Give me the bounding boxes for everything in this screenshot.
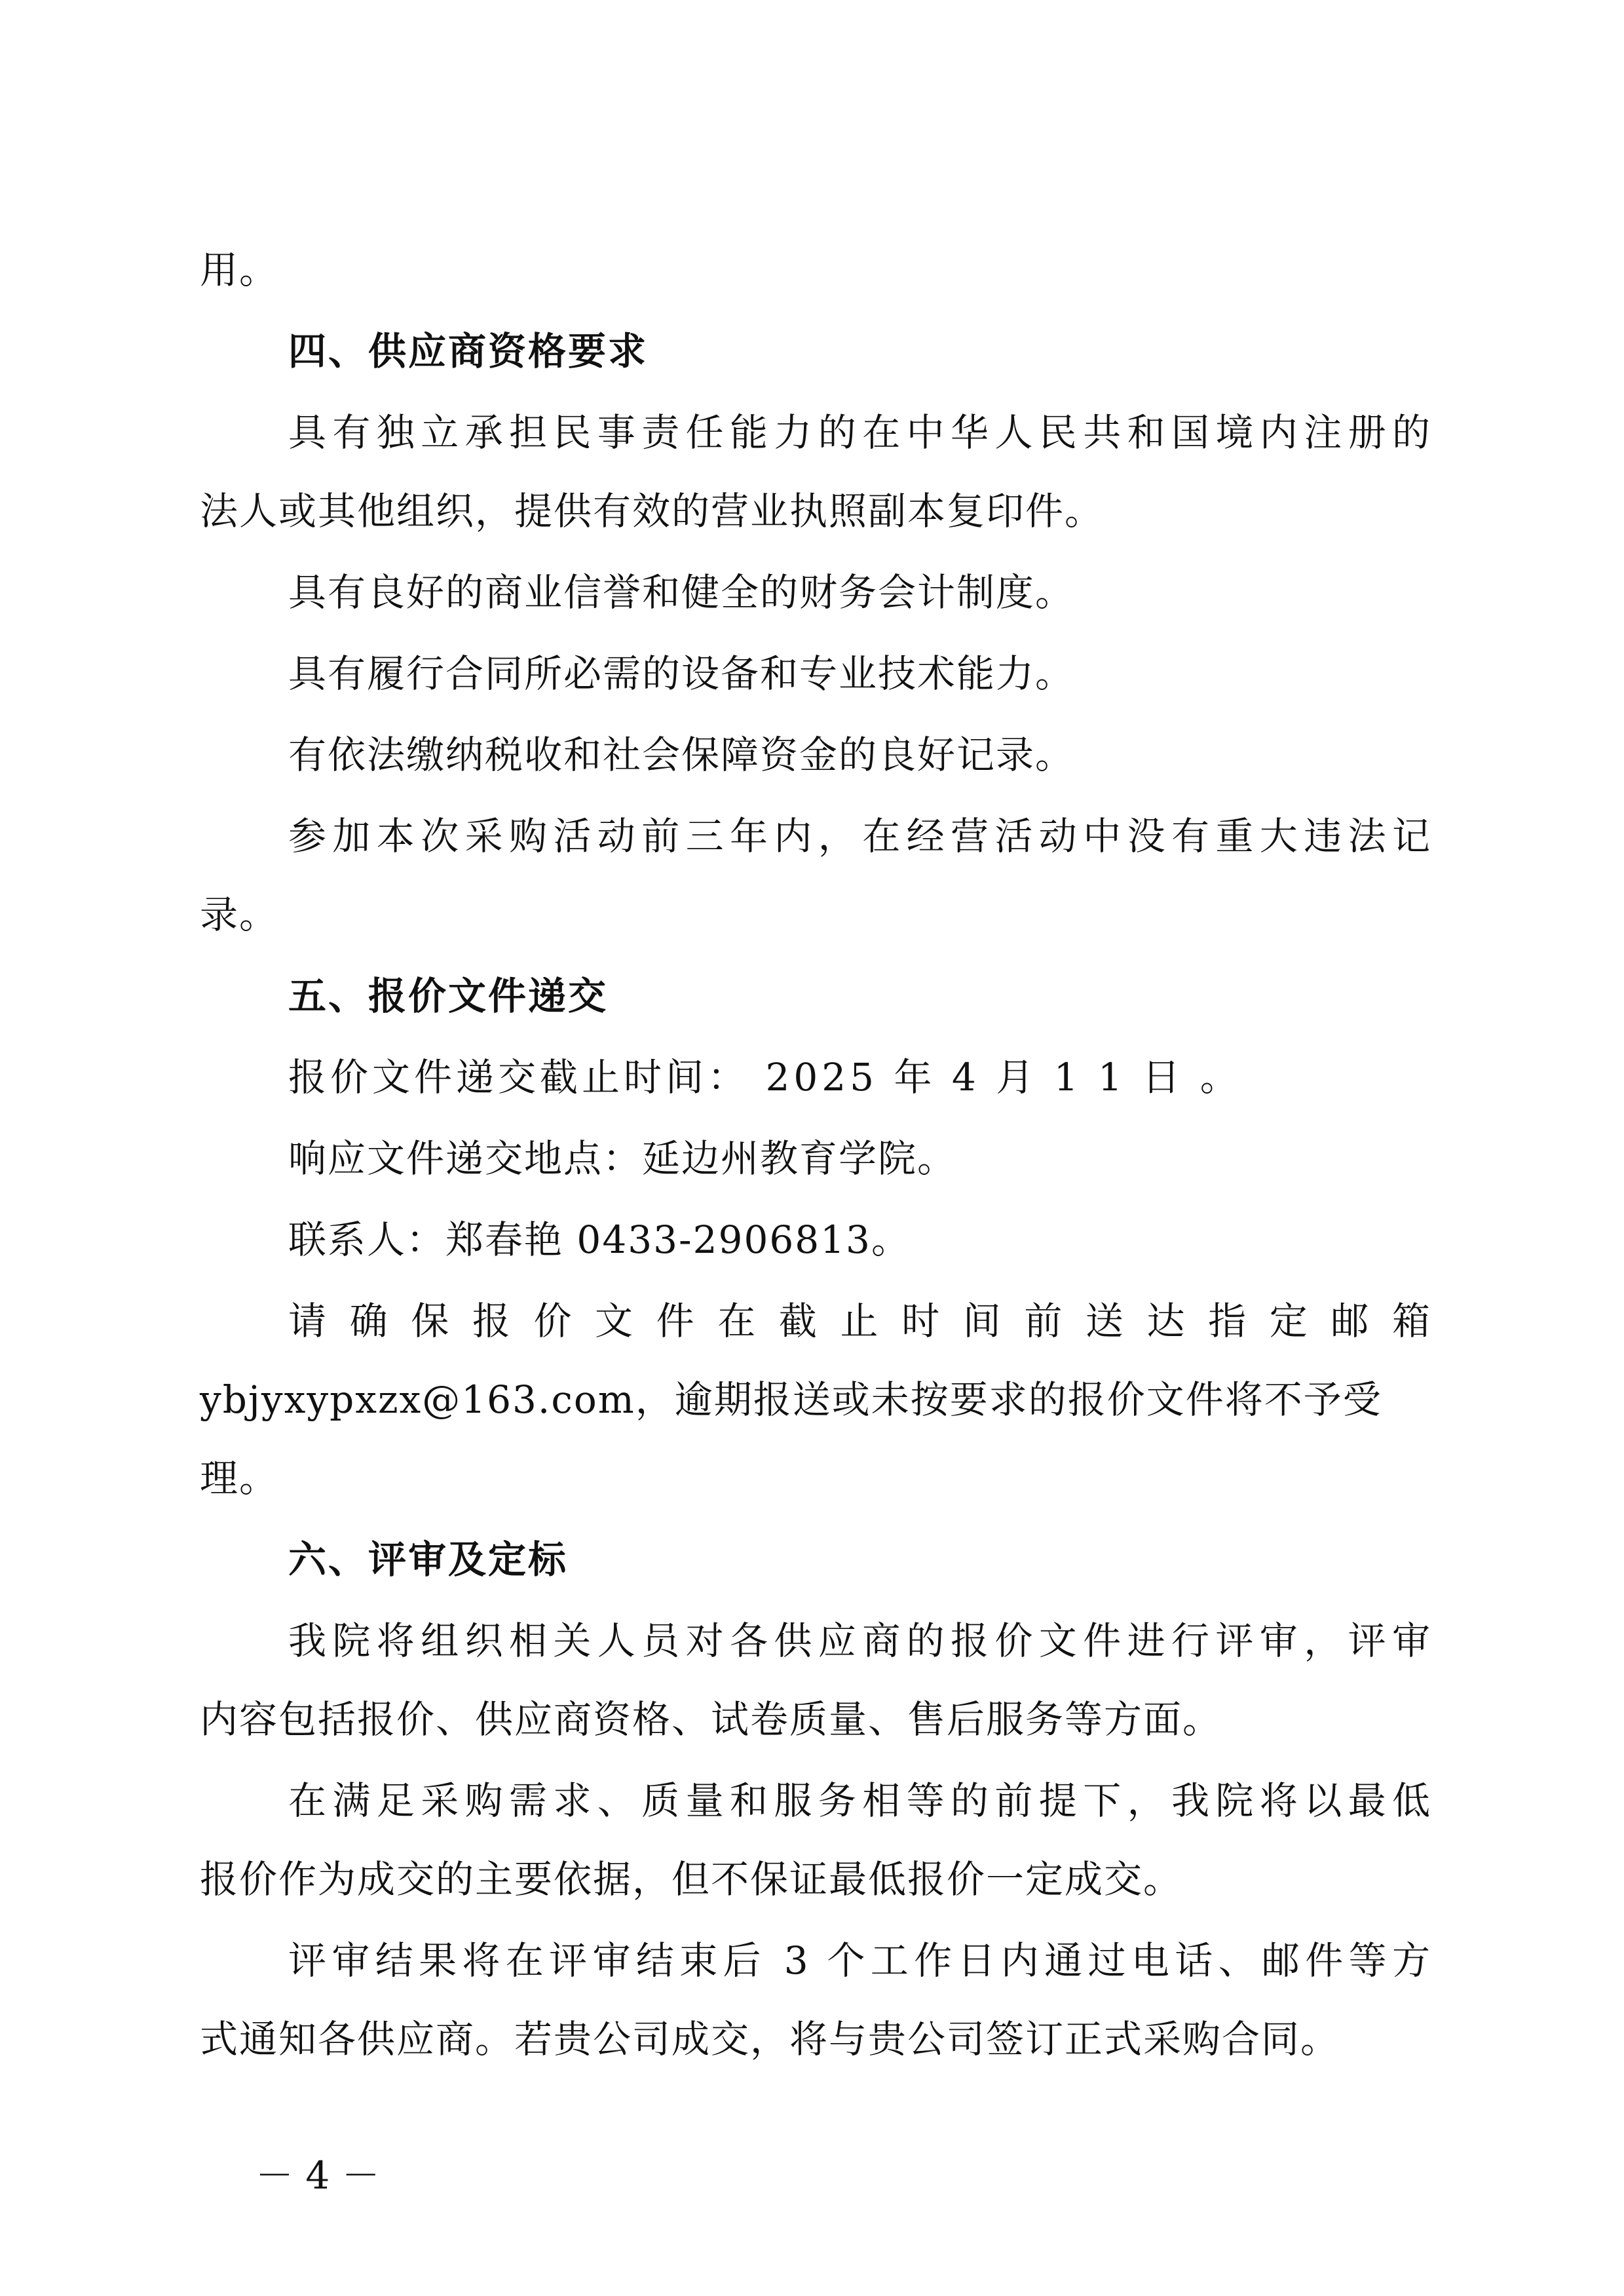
section-heading-quotation-submission: 五、报价文件递交 (288, 974, 609, 1018)
paragraph-line: 内容包括报价、供应商资格、试卷质量、售后服务等方面。 (200, 1697, 1222, 1742)
paragraph-line: 录。 (200, 892, 279, 937)
paragraph-continuation: 用。 (200, 248, 279, 292)
paragraph-line: 评审结果将在评审结束后 3 个工作日内通过电话、邮件等方 (288, 1938, 1431, 1983)
paragraph-line: 参加本次采购活动前三年内，在经营活动中没有重大违法记 (288, 814, 1431, 858)
paragraph-line: 报价作为成交的主要依据，但不保证最低报价一定成交。 (200, 1857, 1183, 1902)
paragraph-line: 理。 (200, 1456, 279, 1501)
submission-location: 响应文件递交地点：延边州教育学院。 (288, 1136, 957, 1181)
paragraph-line: 式通知各供应商。若贵公司成交，将与贵公司签订正式采购合同。 (200, 2017, 1340, 2061)
submission-email-line: ybjyxypxzx@163.com，逾期报送或未按要求的报价文件将不予受 (200, 1377, 1382, 1422)
paragraph-line: 我院将组织相关人员对各供应商的报价文件进行评审，评审 (288, 1618, 1431, 1663)
paragraph-line: 有依法缴纳税收和社会保障资金的良好记录。 (288, 733, 1075, 777)
paragraph-line: 法人或其他组织，提供有效的营业执照副本复印件。 (200, 489, 1105, 533)
section-heading-evaluation-award: 六、评审及定标 (288, 1537, 569, 1582)
paragraph-line: 在满足采购需求、质量和服务相等的前提下，我院将以最低 (288, 1778, 1431, 1823)
paragraph-line: 具有履行合同所必需的设备和专业技术能力。 (288, 651, 1075, 696)
paragraph-line: 具有独立承担民事责任能力的在中华人民共和国境内注册的 (288, 410, 1431, 455)
paragraph-line: 请确保报价文件在截止时间前送达指定邮箱 (288, 1299, 1431, 1343)
paragraph-line: 具有良好的商业信誉和健全的财务会计制度。 (288, 570, 1075, 615)
section-heading-supplier-qualifications: 四、供应商资格要求 (288, 329, 649, 373)
submission-deadline: 报价文件递交截止时间： 2025 年 4 月 1 1 日 。 (288, 1055, 1242, 1100)
page-number: － 4 － (255, 2153, 380, 2198)
contact-person: 联系人：郑春艳 0433-2906813。 (288, 1217, 911, 1262)
